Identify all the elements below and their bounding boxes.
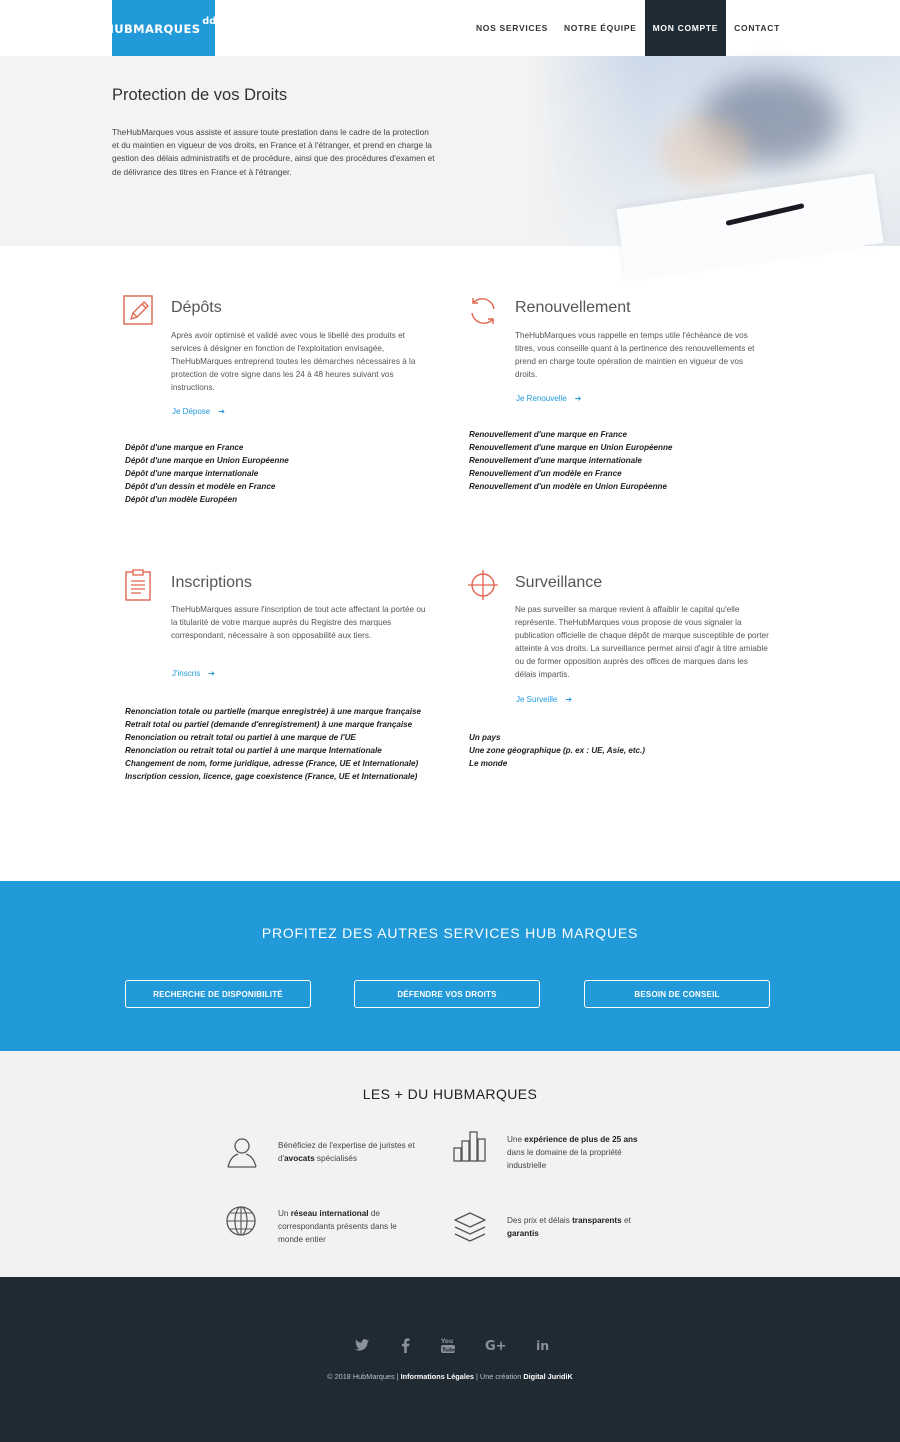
youtube-icon[interactable]	[437, 1336, 459, 1354]
refresh-icon	[466, 294, 500, 328]
inscriptions-list	[125, 705, 425, 783]
logo-sup: ddg	[202, 15, 223, 27]
other-services-band	[0, 881, 900, 1051]
surveillance-link-label: Je Surveille	[516, 695, 558, 704]
crosshair-icon	[466, 568, 500, 602]
renouvellement-link-label: Je Renouvelle	[516, 394, 567, 403]
list-item: Dépôt d'une marque en France	[125, 443, 244, 452]
site-header	[0, 0, 900, 56]
twitter-icon[interactable]	[351, 1336, 373, 1354]
svg-text:in: in	[536, 1338, 550, 1353]
svg-text:Tube: Tube	[442, 1347, 457, 1354]
depots-description: Après avoir optimisé et validé avec vous le libellé des produits et services à désigner en fonction de l'exploitation envisagée, TheHubMarques entreprend toutes les démarches nécessaires à la protection de votre signe dans les 24 à 48 heures suivant vos instructions.	[171, 331, 416, 392]
list-item: Le monde	[469, 759, 508, 768]
list-item: Dépôt d'un modèle Européen	[125, 495, 238, 504]
surveillance-title: Surveillance	[515, 574, 603, 591]
arrow-right-icon: ➔	[574, 394, 582, 403]
depots-list	[125, 441, 425, 506]
globe-icon	[224, 1204, 260, 1240]
list-item: Renonciation ou retrait total ou partiel à une marque de l'UE	[125, 733, 356, 742]
surveillance-list	[469, 731, 769, 770]
site-footer	[0, 1277, 900, 1442]
pencil-icon	[122, 294, 156, 328]
renouvellement-title: Renouvellement	[515, 299, 631, 316]
list-item: Une zone géographique (p. ex : UE, Asie, etc.)	[469, 746, 645, 755]
digital-juridik-link[interactable]: Digital JuridiK	[523, 1372, 573, 1381]
list-item: Dépôt d'une marque internationale	[125, 469, 259, 478]
list-item: Renouvellement d'une marque internationale	[469, 456, 642, 465]
list-item: Renouvellement d'un modèle en France	[469, 469, 622, 478]
depots-link-label: Je Dépose	[172, 407, 211, 416]
advantage-text: Un réseau international de correspondants présents dans le monde entier	[278, 1209, 397, 1244]
besoin-conseil-button[interactable]: BESOIN DE CONSEIL	[584, 980, 770, 1008]
list-item: Changement de nom, forme juridique, adresse (France, UE et Internationale)	[125, 759, 419, 768]
list-item: Un pays	[469, 733, 501, 742]
hero-image	[530, 56, 900, 246]
band-title: PROFITEZ DES AUTRES SERVICES HUB MARQUES	[261, 925, 639, 941]
bar-chart-icon	[452, 1128, 488, 1164]
list-item: Dépôt d'un dessin et modèle en France	[125, 482, 276, 491]
arrow-right-icon: ➔	[565, 695, 573, 704]
logo-text: HUBMARQUES	[104, 22, 201, 36]
list-item: Renouvellement d'une marque en France	[469, 430, 627, 439]
inscriptions-link-label: J'inscris	[172, 669, 201, 678]
renouvellement-list	[469, 428, 769, 493]
renouvellement-link[interactable]	[516, 394, 581, 403]
layers-icon	[452, 1210, 488, 1246]
main-nav	[468, 0, 788, 56]
advantage-text: Une expérience de plus de 25 ans dans le domaine de la propriété industrielle	[507, 1135, 638, 1170]
depots-link[interactable]	[172, 407, 225, 416]
clipboard-icon	[122, 568, 156, 602]
inscriptions-link[interactable]	[172, 669, 215, 678]
list-item: Renonciation totale ou partielle (marque enregistrée) à une marque française	[125, 707, 421, 716]
recherche-disponibilite-button[interactable]: RECHERCHE DE DISPONIBILITÉ	[125, 980, 311, 1008]
advantage-text: Des prix et délais transparents et garantis	[507, 1216, 631, 1238]
page-title: Protection de vos Droits	[112, 86, 288, 104]
nav-mon-compte[interactable]: MON COMPTE	[645, 0, 727, 56]
depots-title: Dépôts	[171, 299, 222, 316]
copyright: © 2018 HubMarques | Informations Légales | Une création Digital JuridiK	[327, 1372, 573, 1381]
defendre-droits-button[interactable]: DÉFENDRE VOS DROITS	[354, 980, 540, 1008]
arrow-right-icon: ➔	[218, 407, 225, 416]
surveillance-description: Ne pas surveiller sa marque revient à affaiblir le capital qu'elle représente. TheHubMarques vous propose de vous signaler la publication officielle de chaque dépôt de marque susceptible de porter atteinte à vos droits. La surveillance permet ainsi d'agir à titre amiable ou de former opposition auprès des offices de marques dans les délais impartis.	[515, 605, 769, 679]
list-item: Renouvellement d'une marque en Union Européenne	[469, 443, 673, 452]
hero-description: TheHubMarques vous assiste et assure toute prestation dans le cadre de la protection et du maintien en vigueur de vos droits, en France et à l'étranger, et prend en charge la gestion des délais administratifs et de procédure, ainsi que des procédures d'examen et de délivrance des titres en France et à l'étranger.	[112, 127, 435, 177]
list-item: Renonciation ou retrait total ou partiel à une marque Internationale	[125, 746, 382, 755]
logo[interactable]	[104, 0, 223, 56]
user-icon	[224, 1134, 260, 1170]
list-item: Inscription cession, licence, gage coexistence (France, UE et Internationale)	[125, 772, 418, 781]
advantage-text: Bénéficiez de l'expertise de juristes et d'avocats spécialisés	[278, 1141, 415, 1163]
svg-text:You: You	[441, 1338, 454, 1345]
inscriptions-description: TheHubMarques assure l'inscription de tout acte affectant la portée ou la titularité de votre marque auprès du Registre des marques correspondant, nécessaire à son opposabilité aux tiers.	[171, 605, 426, 640]
inscriptions-title: Inscriptions	[171, 574, 252, 591]
list-item: Retrait total ou partiel (demande d'enregistrement) à une marque française	[125, 720, 413, 729]
renouvellement-description: TheHubMarques vous rappelle en temps utile l'échéance de vos titres, vous conseille quant à la pertinence des renouvellements et prend en charge toute opération de maintien en vigueur de vos droits.	[515, 331, 755, 379]
list-item: Renouvellement d'un modèle en Union Européenne	[469, 482, 667, 491]
svg-text:G+: G+	[485, 1339, 507, 1354]
list-item: Dépôt d'une marque en Union Européenne	[125, 456, 289, 465]
linkedin-icon[interactable]	[532, 1336, 554, 1354]
arrow-right-icon: ➔	[208, 669, 215, 678]
nav-notre-equipe[interactable]: NOTRE ÉQUIPE	[563, 23, 637, 33]
advantages-section	[0, 1051, 900, 1277]
facebook-icon[interactable]	[394, 1336, 416, 1354]
nav-contact[interactable]: CONTACT	[734, 23, 780, 33]
nav-nos-services[interactable]: NOS SERVICES	[475, 23, 548, 33]
surveillance-link[interactable]	[516, 695, 572, 704]
advantages-title: LES + DU HUBMARQUES	[362, 1086, 538, 1102]
google-plus-icon[interactable]	[484, 1336, 508, 1354]
legal-info-link[interactable]: Informations Légales	[400, 1372, 474, 1381]
